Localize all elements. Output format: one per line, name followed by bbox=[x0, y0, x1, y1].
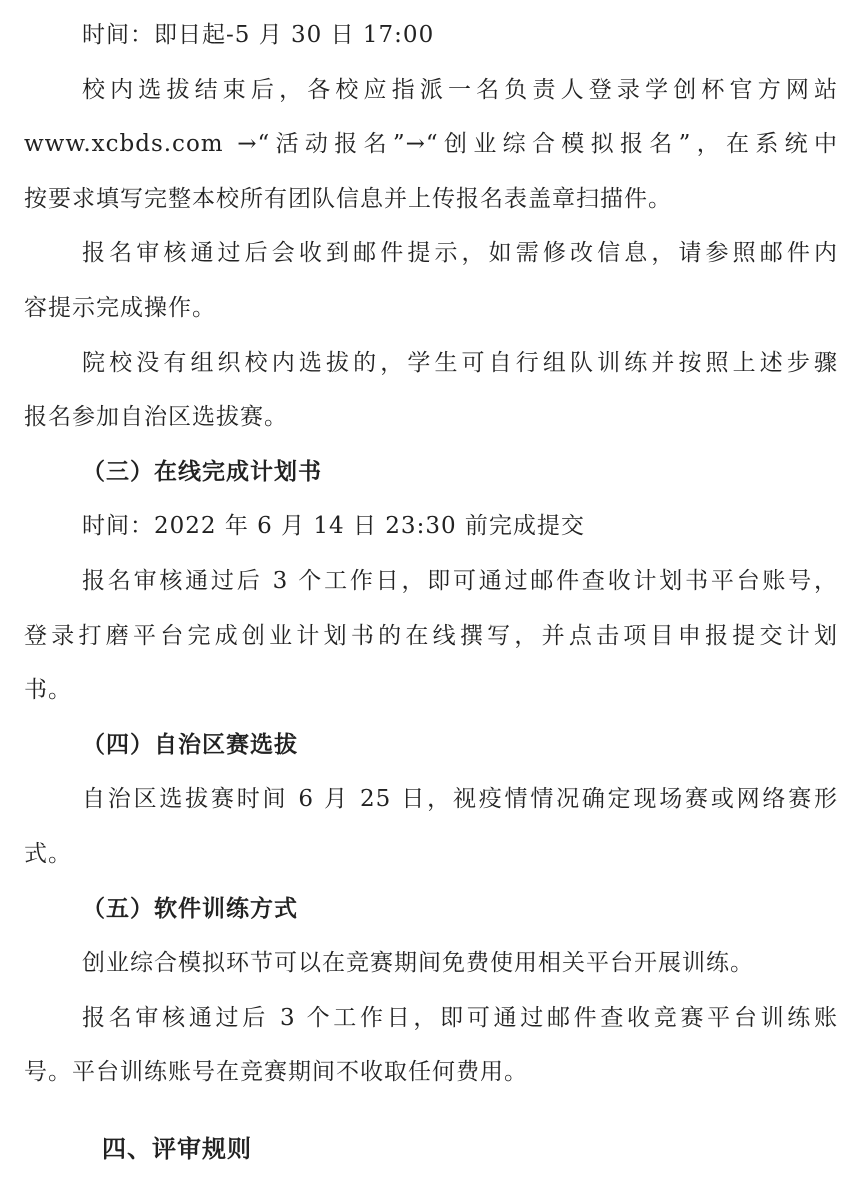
paragraph-line: 创业综合模拟环节可以在竞赛期间免费使用相关平台开展训练。 bbox=[82, 950, 754, 977]
time-line: 时间：2022 年 6 月 14 日 23:30 前完成提交 bbox=[82, 513, 585, 540]
paragraph-line: 报名审核通过后 3 个工作日，即可通过邮件查收计划书平台账号， bbox=[82, 567, 838, 594]
paragraph-line: 书。 bbox=[24, 677, 72, 704]
subsection-heading-4: （四）自治区赛选拔 bbox=[82, 731, 298, 758]
paragraph-line: 号。平台训练账号在竞赛期间不收取任何费用。 bbox=[24, 1059, 528, 1086]
paragraph-line: 容提示完成操作。 bbox=[24, 294, 216, 321]
paragraph-line: 院校没有组织校内选拔的，学生可自行组队训练并按照上述步骤 bbox=[82, 349, 838, 376]
paragraph-line: 登录打磨平台完成创业计划书的在线撰写，并点击项目申报提交计划 bbox=[24, 622, 838, 649]
subsection-heading-5: （五）软件训练方式 bbox=[82, 895, 298, 922]
paragraph-line: 报名参加自治区选拔赛。 bbox=[24, 404, 288, 431]
paragraph-line: www.xcbds.com →“活动报名”→“创业综合模拟报名”，在系统中 bbox=[24, 131, 838, 158]
paragraph-line: 校内选拔结束后，各校应指派一名负责人登录学创杯官方网站 bbox=[82, 76, 838, 103]
paragraph-line: 按要求填写完整本校所有团队信息并上传报名表盖章扫描件。 bbox=[24, 185, 672, 212]
paragraph-line: 报名审核通过后会收到邮件提示，如需修改信息，请参照邮件内 bbox=[82, 240, 838, 267]
section-heading-4: 四、评审规则 bbox=[102, 1134, 252, 1163]
paragraph-line: 报名审核通过后 3 个工作日，即可通过邮件查收竞赛平台训练账 bbox=[82, 1004, 838, 1031]
paragraph-line: 式。 bbox=[24, 840, 72, 867]
time-line: 时间：即日起-5 月 30 日 17:00 bbox=[82, 22, 435, 48]
paragraph-line: 自治区选拔赛时间 6 月 25 日，视疫情情况确定现场赛或网络赛形 bbox=[82, 786, 838, 813]
subsection-heading-3: （三）在线完成计划书 bbox=[82, 458, 322, 485]
